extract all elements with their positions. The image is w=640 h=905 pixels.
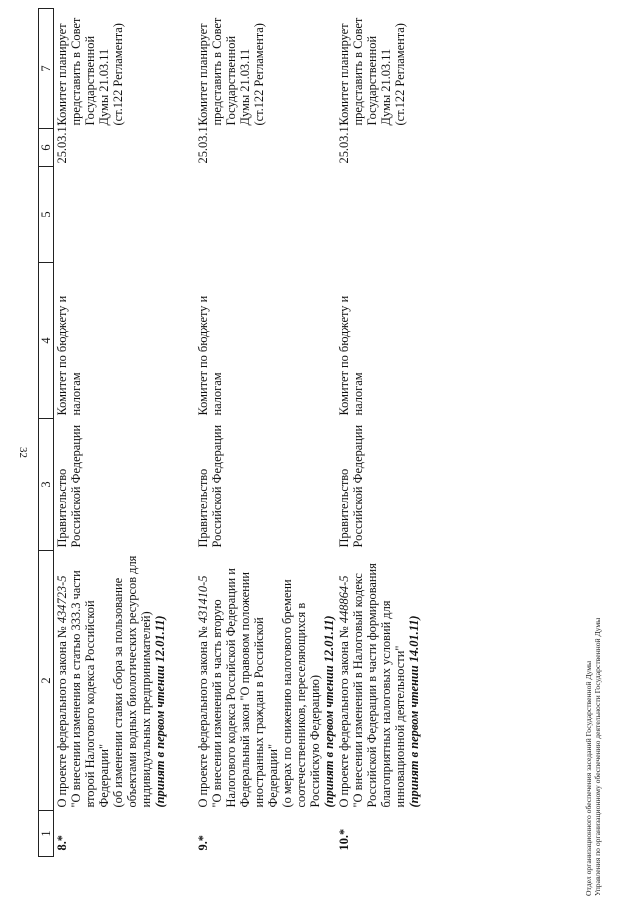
plan-cell: Комитет планирует представить в Совет Государственной Думы 21.03.11 (ст.122 Регламента)	[196, 17, 266, 126]
header-row	[39, 9, 54, 857]
bill-number: 434723-5	[55, 575, 69, 624]
col-header-4: 4	[39, 263, 54, 419]
col5-cell	[336, 167, 477, 263]
responsible-committee: Комитет по бюджету и налогам	[196, 295, 224, 416]
bill-description	[54, 551, 196, 811]
col-header-1: 1	[39, 811, 54, 857]
col-header-3: 3	[39, 419, 54, 551]
bill-intro: О проекте федерального закона №	[337, 623, 351, 808]
footer-line-2: Управления по организационному обеспечению деятельности Государственной Думы	[593, 617, 602, 896]
footer-note	[584, 596, 602, 896]
bill-status: (принят в первом чтении 12.01.11)	[322, 615, 336, 808]
row-number: 10.*	[337, 828, 351, 851]
bill-number: 448864-5	[337, 575, 351, 624]
date-cell: 25.03.11	[55, 120, 69, 164]
page-number: 32	[17, 447, 29, 458]
bill-status: (принят в первом чтении 14.01.11)	[407, 615, 421, 808]
date-cell: 25.03.11	[196, 120, 210, 164]
table-row	[54, 9, 196, 857]
bill-description	[195, 551, 336, 811]
col-header-7: 7	[39, 9, 54, 129]
bill-note: (о мерах по снижению налогового бремени соотечественников, переселяющихся в Российскую Федерацию)	[280, 579, 322, 808]
row-number: 8.*	[55, 835, 69, 851]
initiator: Правительство Российской Федерации	[55, 424, 83, 548]
col-header-5: 5	[39, 167, 54, 263]
initiator: Правительство Российской Федерации	[337, 424, 365, 548]
plan-cell: Комитет планирует представить в Совет Государственной Думы 21.03.11 (ст.122 Регламента)	[55, 17, 125, 126]
bill-status: (принят в первом чтении 12.01.11)	[153, 615, 167, 808]
agenda-table-rotated	[38, 9, 628, 857]
responsible-committee: Комитет по бюджету и налогам	[337, 295, 365, 416]
row-number: 9.*	[196, 835, 210, 851]
table-row	[195, 9, 336, 857]
bill-intro: О проекте федерального закона №	[55, 623, 69, 808]
date-cell: 25.03.11	[337, 120, 351, 164]
col5-cell	[195, 167, 336, 263]
bill-description	[336, 551, 477, 811]
col-header-2: 2	[39, 551, 54, 811]
footer-line-1: Отдел организационного обеспечения заседаний Государственной Думы	[584, 660, 593, 896]
col5-cell	[54, 167, 196, 263]
bill-title: "О внесении изменений в часть вторую Налогового кодекса Российской Федерации и Федеральный закон "О правовом положении иностранных граждан в Российской Федерации"	[210, 568, 280, 808]
bill-number: 431410-5	[196, 575, 210, 624]
agenda-table	[38, 8, 477, 857]
table-row	[336, 9, 477, 857]
bill-note: (об изменении ставки сбора за пользование объектами водных биологических ресурсов для индивидуальных предпринимателей)	[111, 555, 153, 808]
bill-title: "О внесении изменений в Налоговый кодекс Российской Федерации в части формирования благоприятных налоговых условий для инновационной деятельности"	[351, 563, 407, 808]
bill-intro: О проекте федерального закона №	[196, 623, 210, 808]
col-header-6: 6	[39, 129, 54, 167]
initiator: Правительство Российской Федерации	[196, 424, 224, 548]
bill-title: "О внесении изменения в статью 333.3 части второй Налогового кодекса Российской Федерации"	[69, 570, 111, 808]
responsible-committee: Комитет по бюджету и налогам	[55, 295, 83, 416]
plan-cell: Комитет планирует представить в Совет Государственной Думы 21.03.11 (ст.122 Регламента)	[337, 17, 407, 126]
